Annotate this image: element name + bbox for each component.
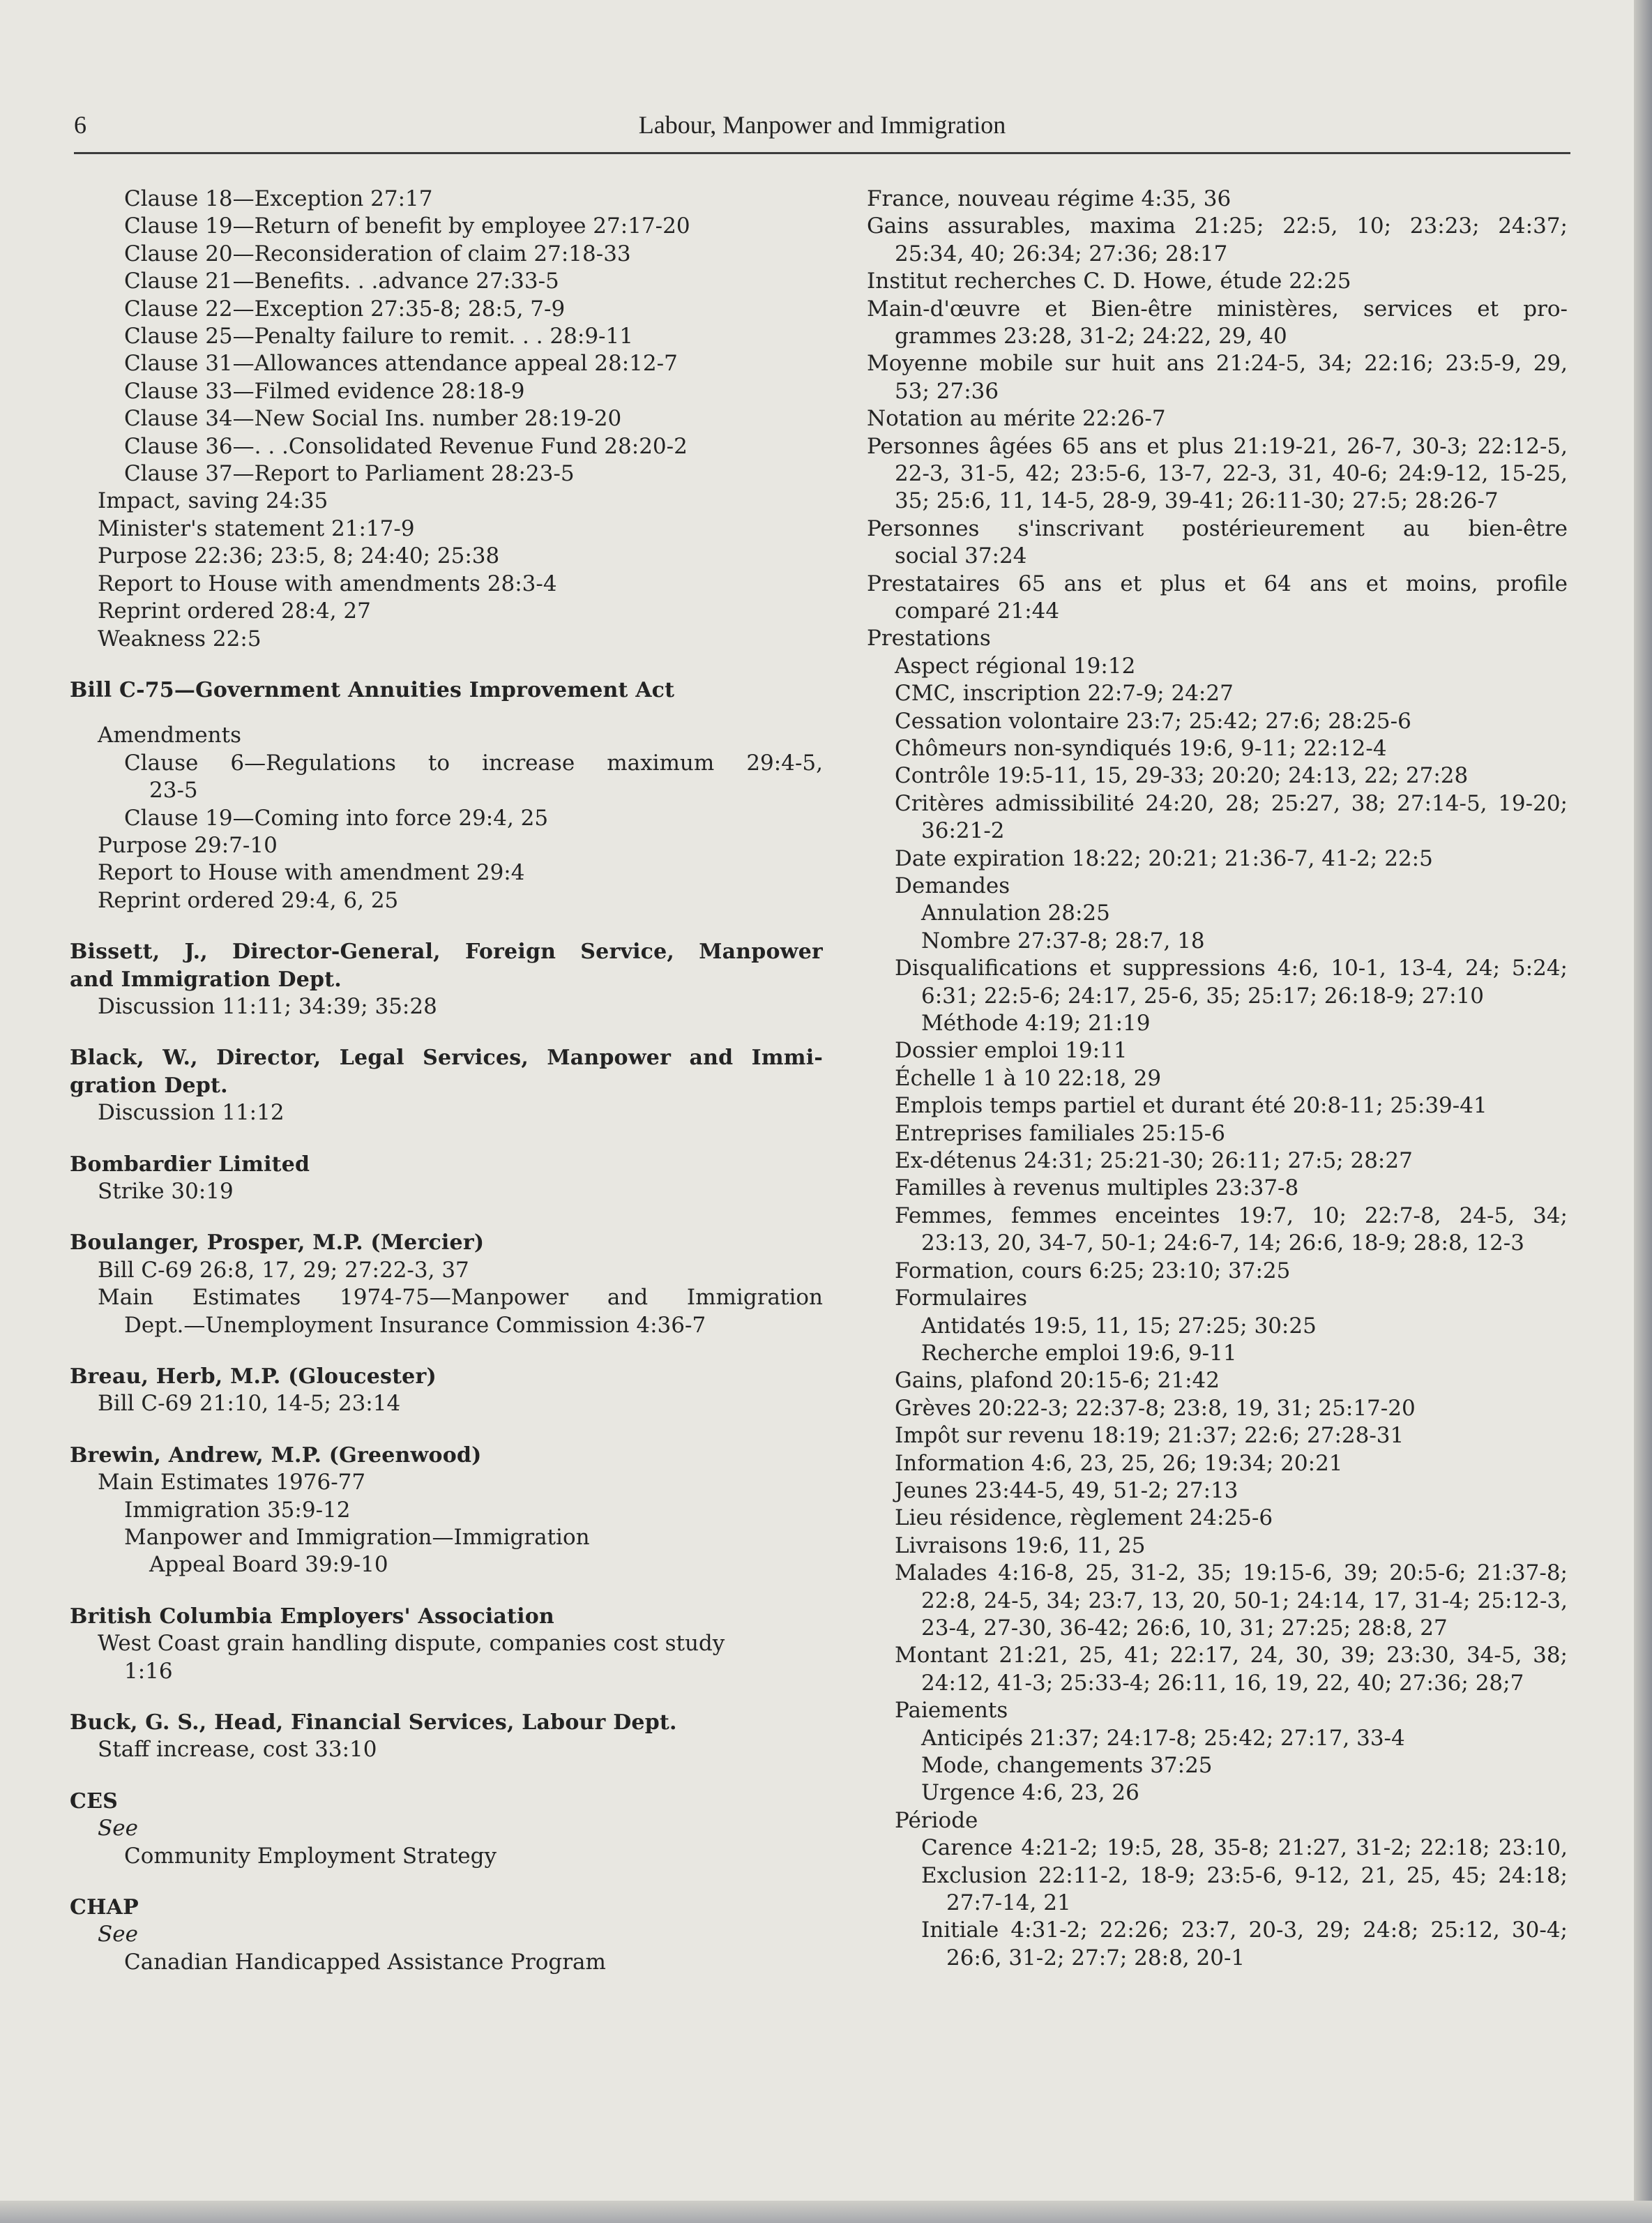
index-entry: Immigration 35:9-12: [124, 1497, 351, 1523]
index-entry: Femmes, femmes enceintes 19:7, 10; 22:7-8, 24-5, 34;: [895, 1203, 1568, 1228]
index-entry: Familles à revenus multiples 23:37-8: [895, 1175, 1299, 1201]
index-entry: Contrôle 19:5-11, 15, 29-33; 20:20; 24:13, 22; 27:28: [895, 763, 1469, 789]
index-entry: 25:34, 40; 26:34; 27:36; 28:17: [895, 241, 1228, 266]
index-heading: gration Dept.: [70, 1073, 228, 1098]
index-entry: Période: [895, 1807, 978, 1833]
index-entry: 27:7-14, 21: [946, 1890, 1071, 1915]
index-entry: Dossier emploi 19:11: [895, 1038, 1128, 1064]
index-entry: Main Estimates 1974-75—Manpower and Immigration: [98, 1285, 823, 1311]
index-heading: Bissett, J., Director-General, Foreign Service, Manpower: [70, 940, 823, 965]
index-entry: Amendments: [98, 723, 242, 748]
index-entry: Strike 30:19: [98, 1178, 234, 1204]
page-bottom-edge: [0, 2201, 1652, 2223]
entry-spacer: [70, 1870, 823, 1894]
index-entry: Méthode 4:19; 21:19: [921, 1011, 1151, 1037]
index-entry: France, nouveau régime 4:35, 36: [867, 186, 1232, 211]
index-entry: 22:8, 24-5, 34; 23:7, 13, 20, 50-1; 24:14, 17, 31-4; 25:12-3,: [921, 1588, 1568, 1613]
entry-spacer: [70, 1764, 823, 1788]
see-reference: See: [98, 1816, 138, 1841]
index-entry: Aspect régional 19:12: [895, 653, 1136, 679]
index-entry: Reprint ordered 28:4, 27: [98, 598, 371, 624]
index-entry: Personnes s'inscrivant postérieurement au bien-être: [867, 515, 1568, 541]
index-entry: Clause 19—Return of benefit by employee 27:17-20: [124, 213, 690, 239]
entry-spacer: [70, 1127, 823, 1151]
index-heading: Breau, Herb, M.P. (Gloucester): [70, 1364, 437, 1389]
index-entry: Clause 18—Exception 27:17: [124, 186, 433, 211]
index-column-left: [70, 186, 823, 1976]
index-entry: Livraisons 19:6, 11, 25: [895, 1532, 1146, 1558]
index-entry: Impact, saving 24:35: [98, 488, 328, 514]
entry-spacer: [70, 1205, 823, 1229]
index-entry: Annulation 28:25: [921, 900, 1110, 926]
index-entry: Clause 22—Exception 27:35-8; 28:5, 7-9: [124, 296, 566, 322]
index-entry: 23:13, 20, 34-7, 50-1; 24:6-7, 14; 26:6, 18-9; 28:8, 12-3: [921, 1230, 1524, 1256]
index-entry: Cessation volontaire 23:7; 25:42; 27:6; 28:25-6: [895, 708, 1411, 734]
index-entry: Chômeurs non-syndiqués 19:6, 9-11; 22:12-4: [895, 736, 1387, 762]
index-entry: Report to House with amendments 28:3-4: [98, 571, 557, 596]
index-entry: Notation au mérite 22:26-7: [867, 406, 1166, 432]
entry-spacer: [70, 1685, 823, 1709]
index-heading: Black, W., Director, Legal Services, Manpower and Immi-: [70, 1046, 823, 1071]
index-entry: Main Estimates 1976-77: [98, 1470, 366, 1495]
index-entry: Mode, changements 37:25: [921, 1752, 1213, 1778]
index-entry: Entreprises familiales 25:15-6: [895, 1120, 1225, 1146]
index-entry: Jeunes 23:44-5, 49, 51-2; 27:13: [895, 1477, 1238, 1503]
entry-spacer: [70, 653, 823, 677]
index-entry: 53; 27:36: [895, 378, 999, 404]
index-entry: Échelle 1 à 10 22:18, 29: [895, 1065, 1162, 1091]
index-entry: 26:6, 31-2; 27:7; 28:8, 20-1: [946, 1945, 1245, 1970]
index-entry: West Coast grain handling dispute, companies cost study: [98, 1631, 725, 1657]
index-entry: Recherche emploi 19:6, 9-11: [921, 1340, 1237, 1366]
index-heading: and Immigration Dept.: [70, 967, 342, 992]
index-entry: Personnes âgées 65 ans et plus 21:19-21, 26-7, 30-3; 22:12-5,: [867, 433, 1568, 459]
index-entry: Bill C-69 21:10, 14-5; 23:14: [98, 1391, 401, 1417]
index-entry: 35; 25:6, 11, 14-5, 28-9, 39-41; 26:11-30; 27:5; 28:26-7: [895, 488, 1499, 514]
index-entry: Canadian Handicapped Assistance Program: [124, 1949, 606, 1975]
index-entry: Discussion 11:11; 34:39; 35:28: [98, 993, 437, 1019]
page-header: [74, 110, 1570, 154]
index-entry: Bill C-69 26:8, 17, 29; 27:22-3, 37: [98, 1257, 469, 1283]
index-entry: 24:12, 41-3; 25:33-4; 26:11, 16, 19, 22, 40; 27:36; 28;7: [921, 1670, 1524, 1696]
index-entry: Discussion 11:12: [98, 1100, 285, 1126]
entry-spacer: [70, 1020, 823, 1044]
index-entry: Montant 21:21, 25, 41; 22:17, 24, 30, 39; 23:30, 34-5, 38;: [895, 1643, 1568, 1668]
index-entry: Clause 25—Penalty failure to remit. . . 28:9-11: [124, 324, 633, 349]
index-entry: 36:21-2: [921, 818, 1005, 844]
index-entry: Carence 4:21-2; 19:5, 28, 35-8; 21:27, 31-2; 22:18; 23:10,: [921, 1835, 1568, 1861]
index-entry: 23-4, 27-30, 36-42; 26:6, 10, 31; 27:25; 28:8, 27: [921, 1615, 1448, 1641]
index-entry: Antidatés 19:5, 11, 15; 27:25; 30:25: [921, 1313, 1317, 1339]
index-heading: British Columbia Employers' Association: [70, 1604, 554, 1629]
index-entry: Clause 31—Allowances attendance appeal 28:12-7: [124, 351, 678, 377]
index-entry: Nombre 27:37-8; 28:7, 18: [921, 928, 1205, 954]
index-entry: Purpose 22:36; 23:5, 8; 24:40; 25:38: [98, 543, 500, 569]
index-heading: Bombardier Limited: [70, 1152, 310, 1177]
entry-spacer: [70, 1339, 823, 1363]
page-edge-shadow: [1634, 0, 1652, 2223]
index-entry: Clause 36—. . .Consolidated Revenue Fund 28:20-2: [124, 433, 688, 459]
index-entry: Ex-détenus 24:31; 25:21-30; 26:11; 27:5; 28:27: [895, 1148, 1413, 1174]
index-entry: Demandes: [895, 873, 1010, 899]
index-entry: Anticipés 21:37; 24:17-8; 25:42; 27:17, 33-4: [921, 1725, 1405, 1751]
index-heading: CES: [70, 1788, 119, 1814]
index-entry: Gains assurables, maxima 21:25; 22:5, 10; 23:23; 24:37;: [867, 213, 1568, 239]
entry-spacer: [70, 1579, 823, 1603]
index-entry: Exclusion 22:11-2, 18-9; 23:5-6, 9-12, 21, 25, 45; 24:18;: [921, 1862, 1568, 1888]
index-entry: comparé 21:44: [895, 598, 1060, 624]
index-entry: Grèves 20:22-3; 22:37-8; 23:8, 19, 31; 25:17-20: [895, 1395, 1416, 1421]
index-entry: Clause 19—Coming into force 29:4, 25: [124, 805, 549, 831]
index-entry: Minister's statement 21:17-9: [98, 515, 415, 541]
index-entry: Clause 33—Filmed evidence 28:18-9: [124, 378, 525, 404]
index-entry: Purpose 29:7-10: [98, 832, 278, 858]
page-number: 6: [74, 111, 86, 139]
index-entry: Impôt sur revenu 18:19; 21:37; 22:6; 27:28-31: [895, 1423, 1404, 1449]
index-heading: Bill C-75—Government Annuities Improvement Act: [70, 677, 675, 702]
index-entry: Clause 34—New Social Ins. number 28:19-20: [124, 406, 622, 432]
index-entry: Emplois temps partiel et durant été 20:8-11; 25:39-41: [895, 1093, 1487, 1119]
index-entry: Clause 6—Regulations to increase maximum 29:4-5,: [124, 750, 823, 776]
index-entry: social 37:24: [895, 543, 1027, 569]
index-entry: Moyenne mobile sur huit ans 21:24-5, 34; 22:16; 23:5-9, 29,: [867, 351, 1568, 377]
index-entry: Date expiration 18:22; 20:21; 21:36-7, 41-2; 22:5: [895, 845, 1433, 871]
index-entry: Institut recherches C. D. Howe, étude 22:25: [867, 269, 1351, 294]
index-entry: 1:16: [124, 1658, 173, 1684]
index-entry: Clause 37—Report to Parliament 28:23-5: [124, 461, 575, 487]
index-entry: 6:31; 22:5-6; 24:17, 25-6, 35; 25:17; 26:18-9; 27:10: [921, 983, 1484, 1009]
index-entry: Clause 21—Benefits. . .advance 27:33-5: [124, 269, 559, 294]
index-entry: Reprint ordered 29:4, 6, 25: [98, 887, 399, 913]
index-heading: Buck, G. S., Head, Financial Services, Labour Dept.: [70, 1710, 677, 1735]
index-entry: Prestations: [867, 626, 991, 651]
index-entry: Formulaires: [895, 1286, 1028, 1311]
index-entry: 22-3, 31-5, 42; 23:5-6, 13-7, 22-3, 31, 40-6; 24:9-12, 15-25,: [895, 461, 1568, 486]
entry-spacer: [70, 704, 823, 722]
entry-spacer: [70, 1418, 823, 1442]
index-entry: Weakness 22:5: [98, 626, 262, 651]
index-entry: Formation, cours 6:25; 23:10; 37:25: [895, 1258, 1291, 1283]
index-entry: Malades 4:16-8, 25, 31-2, 35; 19:15-6, 39; 20:5-6; 21:37-8;: [895, 1560, 1568, 1586]
index-entry: Information 4:6, 23, 25, 26; 19:34; 20:21: [895, 1450, 1343, 1476]
running-title: Labour, Manpower and Immigration: [638, 111, 1006, 139]
index-entry: grammes 23:28, 31-2; 24:22, 29, 40: [895, 324, 1287, 349]
index-entry: Appeal Board 39:9-10: [149, 1552, 388, 1578]
index-entry: Dept.—Unemployment Insurance Commission 4:36-7: [124, 1312, 706, 1338]
index-entry: Disqualifications et suppressions 4:6, 10-1, 13-4, 24; 5:24;: [895, 956, 1568, 981]
entry-spacer: [70, 914, 823, 938]
index-heading: Brewin, Andrew, M.P. (Greenwood): [70, 1442, 482, 1468]
index-entry: Staff increase, cost 33:10: [98, 1737, 377, 1763]
index-entry: Lieu résidence, règlement 24:25-6: [895, 1505, 1273, 1531]
index-entry: Critères admissibilité 24:20, 28; 25:27, 38; 27:14-5, 19-20;: [895, 790, 1568, 816]
index-entry: Clause 20—Reconsideration of claim 27:18-33: [124, 241, 631, 266]
index-entry: Paiements: [895, 1698, 1008, 1724]
see-reference: See: [98, 1922, 138, 1947]
index-entry: 23-5: [149, 778, 198, 804]
index-entry: Manpower and Immigration—Immigration: [124, 1525, 590, 1550]
index-entry: Gains, plafond 20:15-6; 21:42: [895, 1368, 1220, 1394]
index-entry: Report to House with amendment 29:4: [98, 860, 525, 886]
index-heading: CHAP: [70, 1895, 139, 1920]
index-entry: Prestataires 65 ans et plus et 64 ans et moins, profile: [867, 571, 1568, 596]
index-heading: Boulanger, Prosper, M.P. (Mercier): [70, 1230, 485, 1256]
index-entry: Main-d'œuvre et Bien-être ministères, services et pro-: [867, 296, 1568, 322]
index-column-right: [867, 186, 1568, 1972]
index-entry: CMC, inscription 22:7-9; 24:27: [895, 681, 1234, 707]
index-entry: Urgence 4:6, 23, 26: [921, 1780, 1139, 1806]
index-entry: Community Employment Strategy: [124, 1843, 497, 1869]
index-entry: Initiale 4:31-2; 22:26; 23:7, 20-3, 29; 24:8; 25:12, 30-4;: [921, 1917, 1568, 1943]
